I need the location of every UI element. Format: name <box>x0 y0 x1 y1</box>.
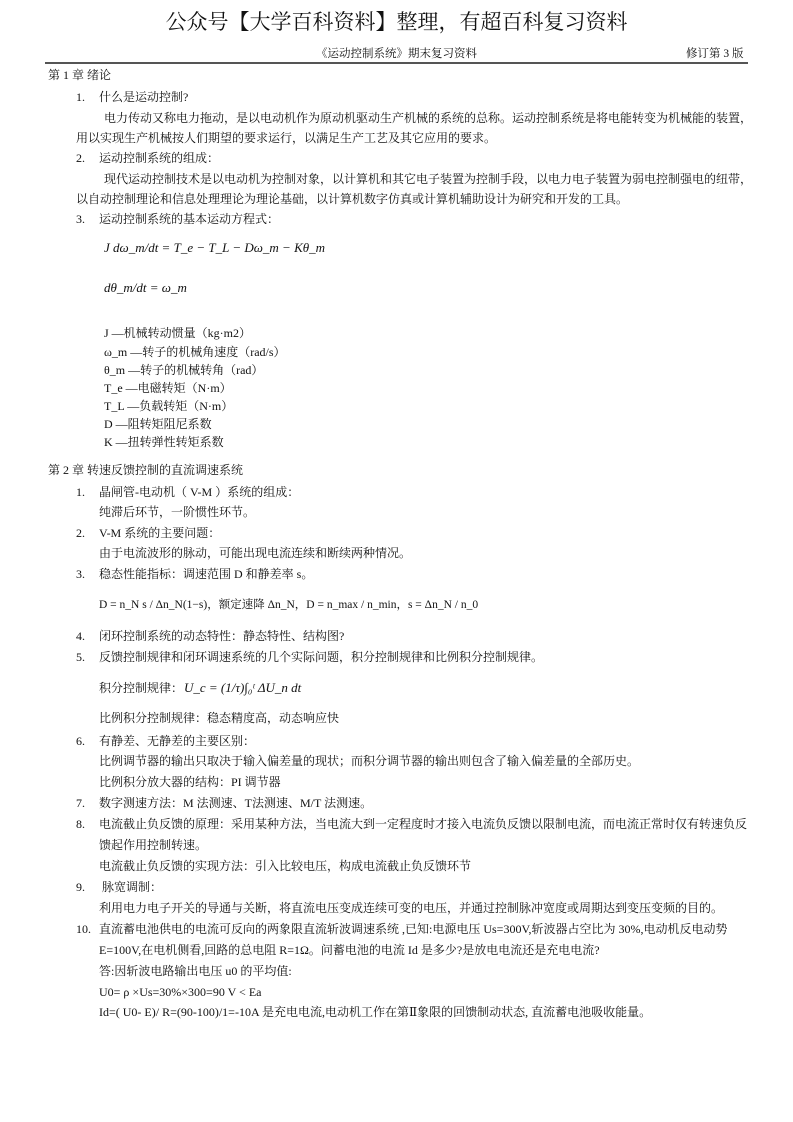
answer: 比例调节器的输出只取决于输入偏差量的现状；而积分调节器的输出则包含了输入偏差量的全部历史。 <box>99 754 640 768</box>
question: 脉宽调制： <box>102 880 163 894</box>
integral-label: 积分控制规律： <box>99 681 184 695</box>
legend-line: T_L —负载转矩（N·m） <box>104 399 234 413</box>
answer: 利用电力电子开关的导通与关断，将直流电压变成连续可变的电压，并通过控制脉冲宽度或周期达到变压变频的目的。 <box>99 901 724 915</box>
chapter-2-heading: 第 2 章 转速反馈控制的直流调速系统 <box>48 463 244 477</box>
item-number: 4. <box>76 629 85 643</box>
legend-line: K —扭转弹性转矩系数 <box>104 435 224 449</box>
question-2: 运动控制系统的组成： <box>99 151 220 165</box>
answer: U0= ρ ×Us=30%×300=90 V < Ea <box>99 985 262 999</box>
legend-line: D —阻转矩阻尼系数 <box>104 417 212 431</box>
legend-line: T_e —电磁转矩（N·m） <box>104 381 232 395</box>
question: E=100V,在电机侧看,回路的总电阻 R=1Ω。问蓄电池的电流 Id 是多少?是放电电流还是充电电流? <box>99 943 600 957</box>
legend-line: θ_m —转子的机械转角（rad） <box>104 363 264 377</box>
question: 晶闸管-电动机（ V-M ）系统的组成： <box>99 485 300 499</box>
question: 数字测速方法：M 法测速、T法测速、M/T 法测速。 <box>99 796 373 810</box>
question: 馈起作用控制转速。 <box>99 838 208 852</box>
paragraph: 以自动控制理论和信息处理理论为理论基础，以计算机数字仿真或计算机辅助设计为研究和开发的工具。 <box>76 192 629 206</box>
integral-formula: U_c = (1/τ)∫₀ᵗ ΔU_n dt <box>184 680 302 695</box>
question: 反馈控制规律和闭环调速系统的几个实际问题，积分控制规律和比例积分控制规律。 <box>99 650 544 664</box>
item-number: 1. <box>76 485 85 499</box>
answer: 由于电流波形的脉动，可能出现电流连续和断续两种情况。 <box>99 546 412 560</box>
item-number: 1. <box>76 90 85 104</box>
steady-state-formulas: D = n_N s / Δn_N(1−s)，额定速降 Δn_N，D = n_max / n_min，s = Δn_N / n_0 <box>99 599 479 611</box>
question: 电流截止负反馈的原理：采用某种方法，当电流大到一定程度时才接入电流负反馈以限制电流，而电流正常时仅有转速负反 <box>99 817 748 831</box>
item-number: 6. <box>76 734 85 748</box>
motion-equation: J dω_m/dt = T_e − T_L − Dω_m − Kθ_m <box>104 240 326 255</box>
item-number: 3. <box>76 567 85 581</box>
item-number: 2. <box>76 526 85 540</box>
question: 直流蓄电池供电的电流可反向的两象限直流斩波调速系统 ,已知:电源电压 Us=300V,斩波器占空比为 30%,电动机反电动势 <box>99 922 728 936</box>
item-number: 10. <box>76 922 91 936</box>
item-number: 9. <box>76 880 85 894</box>
question-1: 什么是运动控制? <box>99 90 189 104</box>
answer: 纯滞后环节，一阶惯性环节。 <box>99 505 256 519</box>
item-number: 3. <box>76 212 85 226</box>
answer: 答:因斩波电路输出电压 u0 的平均值: <box>99 964 292 978</box>
item-number: 7. <box>76 796 85 810</box>
answer: 电流截止负反馈的实现方法：引入比较电压，构成电流截止负反馈环节 <box>99 859 472 873</box>
paragraph: 现代运动控制技术是以电动机为控制对象，以计算机和其它电子装置为控制手段，以电力电子装置为弱电控制强电的纽带， <box>104 172 753 186</box>
doc-title: 《运动控制系统》期末复习资料 <box>316 48 477 60</box>
banner-title: 公众号【大学百科资料】整理，有超百科复习资料 <box>165 10 628 34</box>
item-number: 5. <box>76 650 85 664</box>
legend-line: J —机械转动惯量（kg·m2） <box>104 326 252 340</box>
question: 有静差、无静差的主要区别： <box>99 734 256 748</box>
angle-equation: dθ_m/dt = ω_m <box>104 280 187 295</box>
question: V-M 系统的主要问题： <box>99 526 221 540</box>
paragraph: 电力传动又称电力拖动，是以电动机作为原动机驱动生产机械的系统的总称。运动控制系统是将电能转变为机械能的装置， <box>104 111 753 125</box>
version-label: 修订第 3 版 <box>686 48 744 60</box>
item-number: 8. <box>76 817 85 831</box>
paragraph: 用以实现生产机械按人们期望的要求运行，以满足生产工艺及其它应用的要求。 <box>76 131 497 145</box>
question: 闭环控制系统的动态特性：静态特性、结构图? <box>99 629 345 643</box>
chapter-1-heading: 第 1 章 绪论 <box>48 68 112 82</box>
header-rule <box>45 62 748 64</box>
answer: 比例积分控制规律：稳态精度高，动态响应快 <box>99 711 340 725</box>
question: 稳态性能指标：调速范围 D 和静差率 s。 <box>99 567 314 581</box>
answer: Id=( U0- E)/ R=(90-100)/1=-10A 是充电电流,电动机工作在第Ⅱ象限的回馈制动状态, 直流蓄电池吸收能量。 <box>99 1005 652 1019</box>
answer: 比例积分放大器的结构：PI 调节器 <box>99 775 281 789</box>
question-3: 运动控制系统的基本运动方程式： <box>99 212 280 226</box>
item-number: 2. <box>76 151 85 165</box>
legend-line: ω_m —转子的机械角速度（rad/s） <box>104 345 286 359</box>
